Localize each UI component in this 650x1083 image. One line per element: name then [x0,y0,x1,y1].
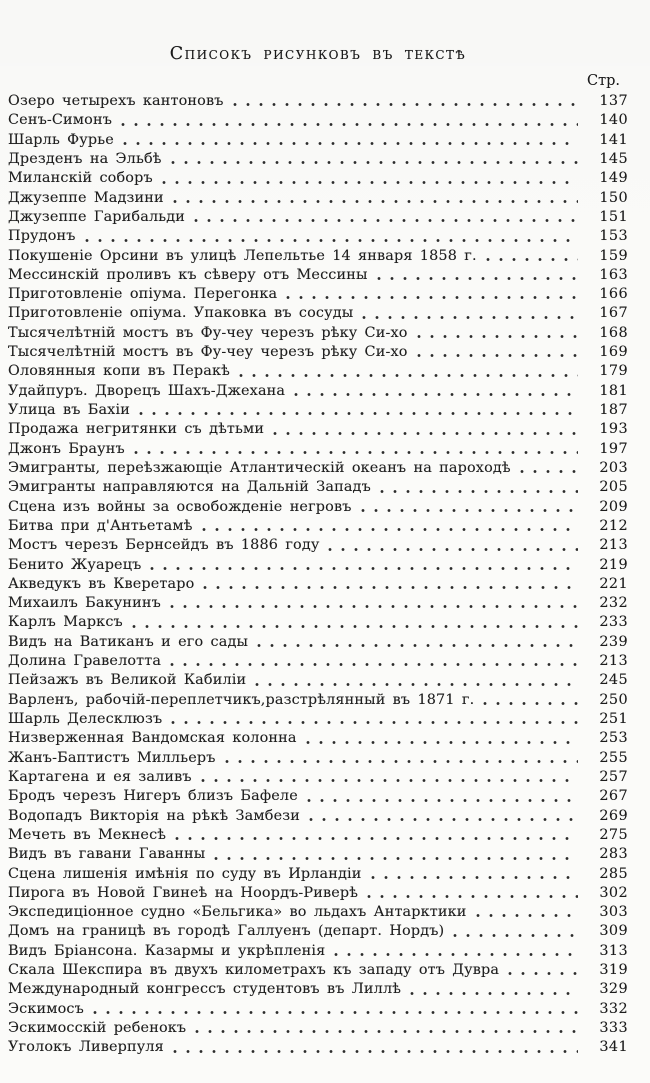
toc-entry [8,208,628,227]
toc-entry-label: Домъ на границѣ въ городѣ Галлуенъ (департ. Нордъ) [8,923,445,940]
toc-entry-label: Видъ Бріансона. Казармы и укрѣпленія [8,942,326,959]
toc-entry-page: 255 [599,749,628,766]
dot-leader [377,276,578,281]
toc-entry [8,536,628,555]
toc-entry-page: 151 [599,208,628,225]
toc-entry-page: 168 [599,324,628,341]
dot-leader [93,1010,578,1015]
toc-entry-label: Экспедиціонное судно «Бельгика» во льдахъ Антарктики [8,904,467,921]
dot-leader [486,257,578,262]
toc-entry-label: Мечеть въ Мекнесѣ [8,826,167,843]
toc-entry [8,942,628,961]
toc-entry [8,285,628,304]
dot-leader [257,643,578,648]
dot-leader [202,527,578,532]
toc-entry-label: Эскимосскій ребенокъ [8,1020,187,1036]
toc-entry [8,691,628,710]
toc-entry-page: 187 [599,402,628,418]
toc-entry-page: 181 [599,382,628,399]
dot-leader [170,662,578,667]
dot-leader [171,720,578,725]
dot-leader [361,508,578,513]
toc-entry-label: Пирога въ Новой Гвинеѣ на Ноордъ-Риверѣ [8,884,359,901]
toc-entry-page: 193 [599,421,628,438]
dot-leader [173,199,578,204]
dot-leader [508,971,578,976]
toc-entry-page: 150 [599,189,628,206]
toc-entry-page: 245 [599,672,628,689]
dot-leader [233,102,578,107]
dot-leader [194,218,578,223]
toc-entry-page: 179 [599,363,628,380]
toc-entry-label: Приготовленіе опіума. Упаковка въ сосуды [8,305,354,322]
dot-leader [150,566,578,571]
toc-entry-page: 233 [599,614,628,631]
toc-entry-page: 197 [599,440,628,457]
toc-entry-label: Битва при д'Антьетамѣ [8,517,193,534]
toc-entry-page: 205 [599,479,628,496]
toc-entry [8,749,628,768]
toc-entry-label: Карлъ Марксъ [8,614,123,631]
toc-entry [8,633,628,652]
dot-leader [225,759,578,764]
dot-leader [201,778,578,783]
toc-entry-label: Уголокъ Ливерпуля [8,1039,164,1056]
toc-entry-page: 212 [599,517,628,534]
toc-entry-label: Бенито Жуарецъ [8,556,142,573]
toc-entry-label: Скала Шекспира въ двухъ километрахъ къ западу отъ Дувра [8,962,500,979]
toc-entry [8,613,628,632]
dot-leader [453,933,578,938]
toc-entry [8,304,628,323]
dot-leader [520,469,578,474]
toc-entry-page: 309 [599,923,628,940]
dot-leader [371,875,578,880]
dot-leader [173,1049,578,1054]
toc-entry [8,594,628,613]
dot-leader [483,701,578,706]
toc-entry-label: Эмигранты направляются на Дальній Западъ [8,479,371,496]
dot-leader [328,547,578,552]
toc-entry [8,247,628,266]
toc-entry-page: 149 [599,170,628,187]
toc-entry [8,440,628,459]
toc-entry [8,787,628,806]
toc-entry [8,343,628,362]
toc-entry-label: Оловянныя копи въ Перакѣ [8,363,230,380]
toc-entry-page: 275 [599,826,628,843]
toc-entry-label: Низверженная Вандомская колонна [8,730,297,747]
toc-entry [8,227,628,246]
toc-entry-label: Озеро четырехъ кантоновъ [8,93,224,109]
toc-entry-page: 137 [599,93,628,109]
toc-entry-page: 333 [599,1020,628,1036]
toc-entry [8,556,628,575]
toc-entry-page: 269 [599,807,628,824]
dot-leader [170,604,578,609]
page-column-header: Стр. [586,73,620,89]
dot-leader [255,682,578,687]
dot-leader [175,836,578,841]
toc-entry [8,517,628,536]
toc-entry [8,189,628,208]
toc-entry-page: 232 [599,595,628,612]
toc-entry [8,324,628,343]
dot-leader [309,817,578,822]
toc-entry-page: 153 [599,228,628,245]
toc-entry-page: 213 [599,653,628,670]
dot-leader [171,160,578,165]
toc-entry-page: 209 [599,498,628,515]
toc-entry [8,961,628,980]
dot-leader [195,1029,578,1034]
toc-entry-page: 283 [599,846,628,863]
toc-entry-label: Сцена лишенія имѣнія по суду въ Ирландіи [8,865,362,882]
toc-entry-page: 251 [599,711,628,727]
toc-entry-label: Приготовленіе опіума. Перегонка [8,286,278,303]
toc-entry-page: 213 [599,537,628,554]
toc-entry-page: 329 [599,981,628,998]
toc-entry-label: Варленъ, рабочій-переплетчикъ,разстрѣлянный въ 1871 г. [8,691,475,708]
toc-entry-label: Удайпуръ. Дворецъ Шахъ-Джехана [8,382,286,399]
toc-entry-page: 141 [599,131,628,148]
toc-entry-label: Продажа негритянки съ дѣтьми [8,421,265,438]
toc-entry-label: Сцена изъ войны за освобожденіе негровъ [8,498,352,515]
toc-entry-label: Сенъ-Симонъ [8,112,112,129]
toc-entry [8,729,628,748]
dot-leader [380,489,578,494]
toc-entry-page: 319 [599,962,628,979]
toc-entry-label: Пейзажъ въ Великой Кабиліи [8,672,247,689]
toc-entry-label: Видъ въ гавани Гаванны [8,846,206,863]
toc-entry-page: 166 [599,286,628,303]
toc-entry [8,1038,628,1057]
dot-leader [139,411,578,416]
dot-leader [362,315,578,320]
toc-entry [8,768,628,787]
toc-entry-label: Шарль Фурье [8,131,114,148]
toc-entry [8,382,628,401]
toc-entry-page: 140 [599,112,628,129]
toc-entry-label: Джузеппе Гарибальди [8,208,185,225]
toc-entry-label: Акведукъ въ Кверетаро [8,575,195,592]
toc-entry-label: Тысячелѣтній мостъ въ Фу-чеу черезъ рѣку Си-хо [8,324,408,341]
toc-entry [8,169,628,188]
toc-entry-page: 253 [599,730,628,747]
toc-entry [8,884,628,903]
toc-entry-label: Михаилъ Бакунинъ [8,595,161,612]
dot-leader [294,392,578,397]
toc-entry-label: Жанъ-Баптистъ Милльеръ [8,749,216,766]
toc-entry-page: 163 [599,266,628,283]
dot-leader [367,894,578,899]
toc-entry-label: Мостъ черезъ Бернсейдъ въ 1886 году [8,537,320,554]
dot-leader [85,238,578,243]
toc-entry-page: 302 [599,884,628,901]
toc-entry [8,575,628,594]
toc-entry [8,845,628,864]
toc-entry [8,710,628,729]
toc-entry-label: Эмигранты, переѣзжающіе Атлантическій океанъ на пароходѣ [8,459,511,476]
toc-entry-page: 267 [599,788,628,805]
dot-leader [476,913,578,918]
toc-entry [8,401,628,420]
toc-entry [8,922,628,941]
toc-entry-label: Прудонъ [8,228,76,245]
toc-entry-label: Картагена и ея заливъ [8,768,192,785]
dot-leader [334,952,578,957]
dot-leader [214,856,578,861]
toc-entry-page: 341 [599,1039,628,1056]
toc-entry-page: 332 [599,1000,628,1017]
dot-leader [162,180,578,185]
toc-entry [8,478,628,497]
toc-entry [8,111,628,130]
toc-entry-page: 219 [599,556,628,573]
dot-leader [417,353,578,358]
dot-leader [307,798,578,803]
toc-entry [8,150,628,169]
toc-entry [8,807,628,826]
dot-leader [132,624,578,629]
toc-entry-label: Эскимосъ [8,1000,84,1017]
toc-entry-label: Тысячелѣтній мостъ въ Фу-чеу черезъ рѣку Си-хо [8,344,408,361]
toc-entry [8,903,628,922]
toc-entry-page: 203 [599,459,628,476]
dot-leader [410,991,578,996]
dot-leader [306,740,578,745]
toc-entry-page: 257 [599,768,628,785]
toc-entry [8,92,628,111]
toc-entry-page: 221 [599,575,628,592]
toc-entry-label: Водопадъ Викторія на рѣкѣ Замбези [8,807,300,824]
dot-leader [123,141,578,146]
dot-leader [273,431,578,436]
toc-entry-label: Дрезденъ на Эльбѣ [8,150,162,167]
toc-entry-page: 303 [599,904,628,921]
dot-leader [134,450,578,455]
toc-entry-label: Мессинскій проливъ къ сѣверу отъ Мессины [8,266,368,283]
toc-entry-label: Видъ на Ватиканъ и его сады [8,633,249,650]
toc-entry-label: Джузеппе Мадзини [8,189,164,206]
toc-entry [8,459,628,478]
toc-entry-label: Международный конгрессъ студентовъ въ Лиллѣ [8,981,402,998]
toc-entry-page: 285 [599,865,628,882]
toc-entry [8,1000,628,1019]
toc-entry [8,826,628,845]
toc-entry-label: Шарль Делесклюзъ [8,711,163,727]
toc-entry [8,266,628,285]
dot-leader [121,122,578,127]
toc-entry-label: Миланскій соборъ [8,170,153,187]
toc-entry-page: 313 [599,942,628,959]
toc-entry [8,420,628,439]
toc-entry-label: Улица въ Бахіи [8,402,130,418]
toc-entry-label: Бродъ черезъ Нигеръ близъ Бафеле [8,788,298,805]
toc-entry [8,498,628,517]
toc-entry-label: Покушеніе Орсини въ улицѣ Лепельтье 14 января 1858 г. [8,247,477,264]
dot-leader [286,295,578,300]
toc-entry [8,652,628,671]
toc-entry-page: 167 [599,305,628,322]
dot-leader [203,585,578,590]
toc-entry [8,1019,628,1038]
page-title: Списокъ рисунковъ въ текстѣ [169,44,467,64]
toc-entry-page: 159 [599,247,628,264]
toc-entry [8,865,628,884]
toc-entry-label: Джонъ Браунъ [8,440,125,457]
dot-leader [417,334,578,339]
toc-entry-label: Долина Гравелотта [8,653,162,670]
dot-leader [239,373,578,378]
toc-entry [8,980,628,999]
toc-entry-page: 239 [599,633,628,650]
toc-entry-page: 250 [599,691,628,708]
toc-entry [8,362,628,381]
toc-entry [8,131,628,150]
toc-entry-page: 169 [599,344,628,361]
toc-entry-page: 145 [599,150,628,167]
figure-list [8,92,628,1058]
toc-entry [8,671,628,690]
